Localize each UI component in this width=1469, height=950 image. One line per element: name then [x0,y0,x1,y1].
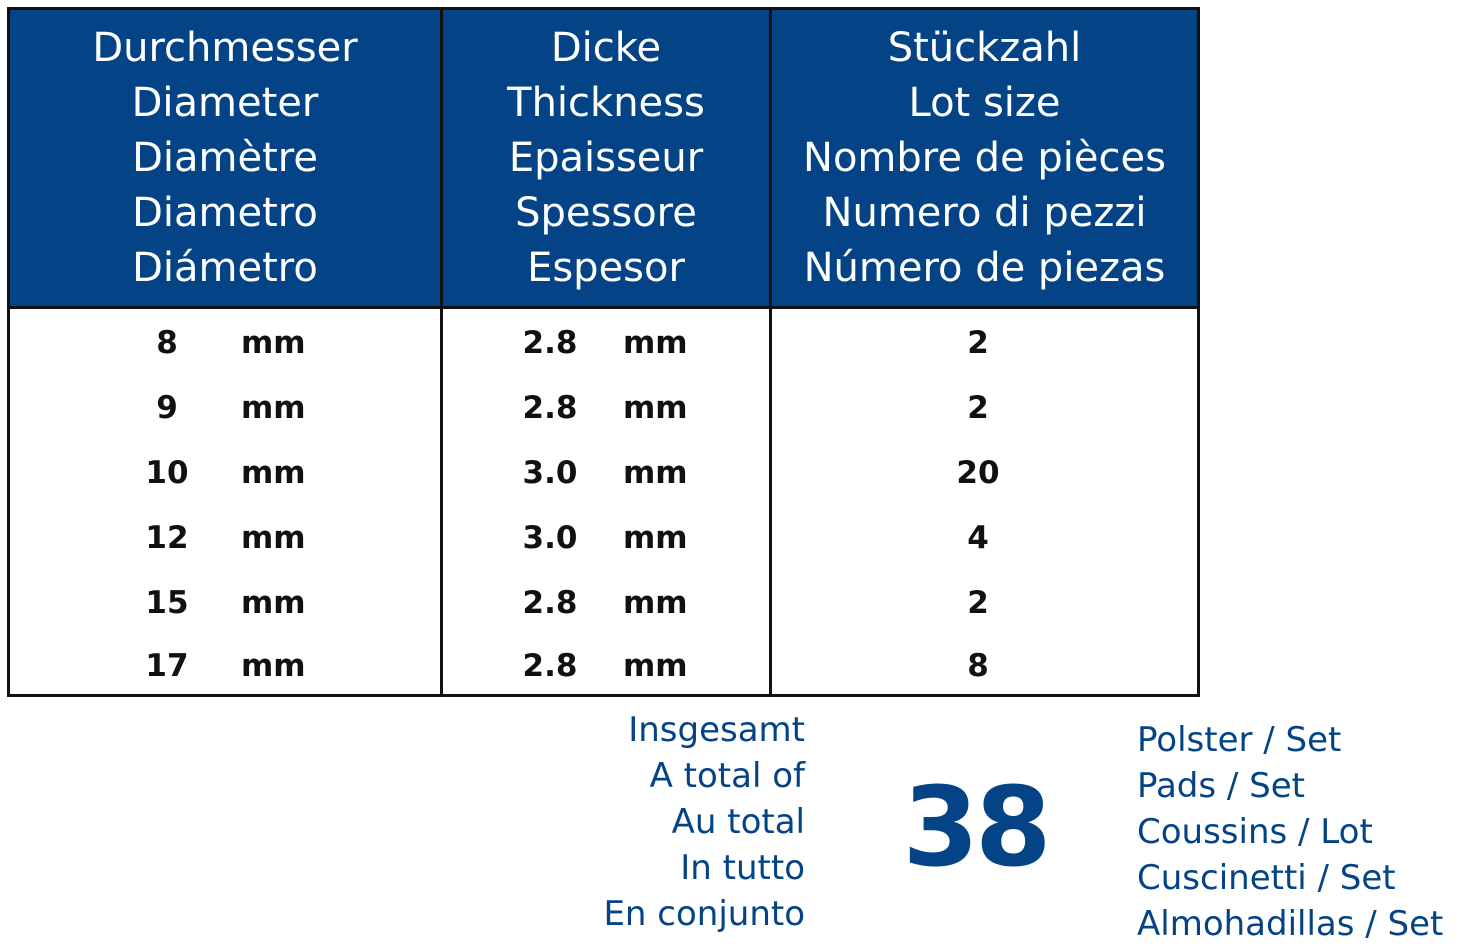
diameter-value: 12 [145,520,189,556]
table-row [10,571,1197,636]
header-diameter [10,10,440,306]
unit-label-fr: Coussins / Lot [1137,812,1373,852]
header-thickness-fr: Epaisseur [508,134,704,181]
thickness-unit: mm [623,648,688,684]
header-diameter-es: Diámetro [132,244,318,291]
header-diameter-de: Durchmesser [92,24,358,71]
thickness-value: 2.8 [522,585,578,621]
thickness-unit: mm [623,455,688,491]
thickness-value: 2.8 [522,325,578,361]
unit-label-de: Polster / Set [1137,720,1342,760]
count-value: 2 [967,325,989,361]
count-value: 20 [956,455,1000,491]
header-thickness-it: Spessore [515,189,697,236]
header-diameter-fr: Diamètre [132,134,318,181]
diameter-unit: mm [241,520,306,556]
thickness-unit: mm [623,390,688,426]
table-row [10,634,1197,699]
total-count: 38 [902,763,1048,891]
table-row [10,441,1197,506]
header-diameter-en: Diameter [131,79,319,126]
table-row [10,376,1197,441]
thickness-unit: mm [623,520,688,556]
table-header [10,10,1197,306]
thickness-value: 3.0 [522,455,578,491]
header-thickness-es: Espesor [527,244,685,291]
unit-label-es: Almohadillas / Set [1137,904,1444,944]
thickness-value: 2.8 [522,390,578,426]
diameter-value: 8 [156,325,178,361]
diameter-unit: mm [241,325,306,361]
thickness-value: 2.8 [522,648,578,684]
diameter-unit: mm [241,648,306,684]
diameter-unit: mm [241,585,306,621]
header-thickness-en: Thickness [507,79,705,126]
total-label-es: En conjunto [603,894,805,934]
count-value: 2 [967,390,989,426]
diameter-unit: mm [241,455,306,491]
diameter-value: 9 [156,390,178,426]
header-diameter-it: Diametro [132,189,318,236]
thickness-unit: mm [623,585,688,621]
header-lot-size-it: Numero di pezzi [822,189,1147,236]
unit-label-it: Cuscinetti / Set [1137,858,1396,898]
total-label-de: Insgesamt [628,710,805,750]
total-label-it: In tutto [680,848,805,888]
header-thickness [443,10,769,306]
count-value: 8 [967,648,989,684]
header-lot-size [772,10,1197,306]
header-lot-size-es: Número de piezas [803,244,1166,291]
header-lot-size-de: Stückzahl [887,24,1082,71]
header-lot-size-fr: Nombre de pièces [803,134,1166,181]
count-value: 2 [967,585,989,621]
header-lot-size-en: Lot size [908,79,1061,126]
table-body [10,309,1197,694]
thickness-unit: mm [623,325,688,361]
total-label-fr: Au total [671,802,805,842]
unit-labels [1137,717,1443,947]
diameter-value: 17 [145,648,189,684]
size-table [7,7,1200,697]
diameter-value: 15 [145,585,189,621]
total-label-en: A total of [649,756,805,796]
table-row [10,311,1197,376]
header-thickness-de: Dicke [550,24,662,71]
unit-label-en: Pads / Set [1137,766,1306,806]
diameter-unit: mm [241,390,306,426]
thickness-value: 3.0 [522,520,578,556]
total-labels [603,707,805,937]
count-value: 4 [967,520,989,556]
table-row [10,506,1197,571]
diameter-value: 10 [145,455,189,491]
